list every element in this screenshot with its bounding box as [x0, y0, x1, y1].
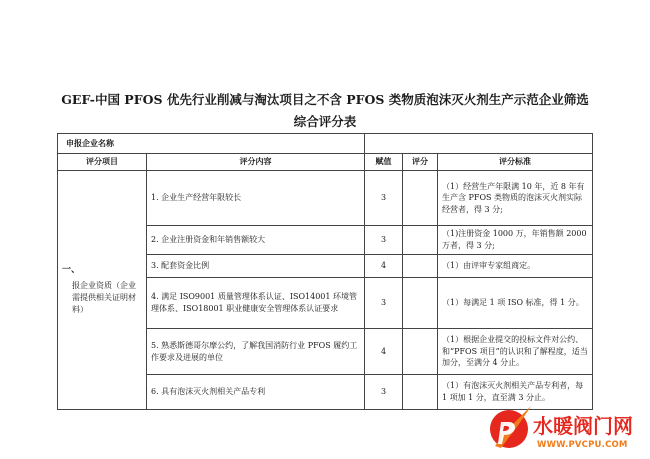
watermark-brand: 水暖阀门网	[533, 414, 633, 438]
row-content: 3. 配套资金比例	[147, 255, 365, 278]
header-content: 评分内容	[147, 154, 365, 171]
watermark	[487, 402, 647, 457]
table-row	[58, 171, 593, 226]
row-score	[403, 255, 438, 278]
row-criteria: （1）有泡沫灭火剂相关产品专利者，每 1 项加 1 分，直至满 3 分止。	[438, 375, 593, 410]
row-weight: 4	[365, 329, 403, 375]
document-subtitle: 综合评分表	[293, 114, 357, 129]
row-score	[403, 329, 438, 375]
row-content: 5. 熟悉斯德哥尔摩公约，了解我国消防行业 PFOS 履约工作要求及进展的单位	[147, 329, 365, 375]
row-content: 4. 满足 ISO9001 质量管理体系认证、ISO14001 环境管理体系、ISO18001 职业健康安全管理体系认证要求	[147, 278, 365, 329]
row-weight: 4	[365, 255, 403, 278]
watermark-logo-icon	[487, 402, 535, 454]
row-weight: 3	[365, 226, 403, 255]
section-cell	[58, 171, 147, 410]
section-label: 报企业资质（企业需提供相关证明材料）	[72, 280, 136, 314]
applicant-label: 申报企业名称	[58, 134, 365, 154]
row-weight: 3	[365, 278, 403, 329]
header-weight: 赋值	[365, 154, 403, 171]
applicant-row	[58, 134, 593, 154]
header-item: 评分项目	[58, 154, 147, 171]
row-score	[403, 171, 438, 226]
row-weight: 3	[365, 171, 403, 226]
header-criteria: 评分标准	[438, 154, 593, 171]
row-content: 1. 企业生产经营年限较长	[147, 171, 365, 226]
score-table	[57, 133, 593, 410]
row-content: 2. 企业注册资金和年销售额较大	[147, 226, 365, 255]
row-criteria: （1）根据企业提交的投标文件对公约、和“PFOS 项目”的认识和了解程度，适当加分，至满分 4 分止。	[438, 329, 593, 375]
row-score	[403, 278, 438, 329]
applicant-value	[365, 134, 593, 154]
row-score	[403, 375, 438, 410]
row-weight: 3	[365, 375, 403, 410]
row-score	[403, 226, 438, 255]
row-criteria: （1）每满足 1 项 ISO 标准，得 1 分。	[438, 278, 593, 329]
row-criteria: （1)注册资金 1000 万，年销售额 2000 万者，得 3 分;	[438, 226, 593, 255]
section-number: 一、	[62, 265, 81, 276]
row-content: 6. 具有泡沫灭火剂相关产品专利	[147, 375, 365, 410]
document-title: GEF-中国 PFOS 优先行业削减与淘汰项目之不含 PFOS 类物质泡沫灭火剂生产示范企业筛选	[61, 92, 589, 107]
row-criteria: （1）经营生产年限满 10 年，近 8 年有生产含 PFOS 类物质的泡沫灭火剂实际经营者，得 3 分;	[438, 171, 593, 226]
row-criteria: （1）由评审专家组商定。	[438, 255, 593, 278]
header-row	[58, 154, 593, 171]
header-score: 评分	[403, 154, 438, 171]
watermark-url: WWW.PVCPU.COM	[537, 440, 628, 450]
